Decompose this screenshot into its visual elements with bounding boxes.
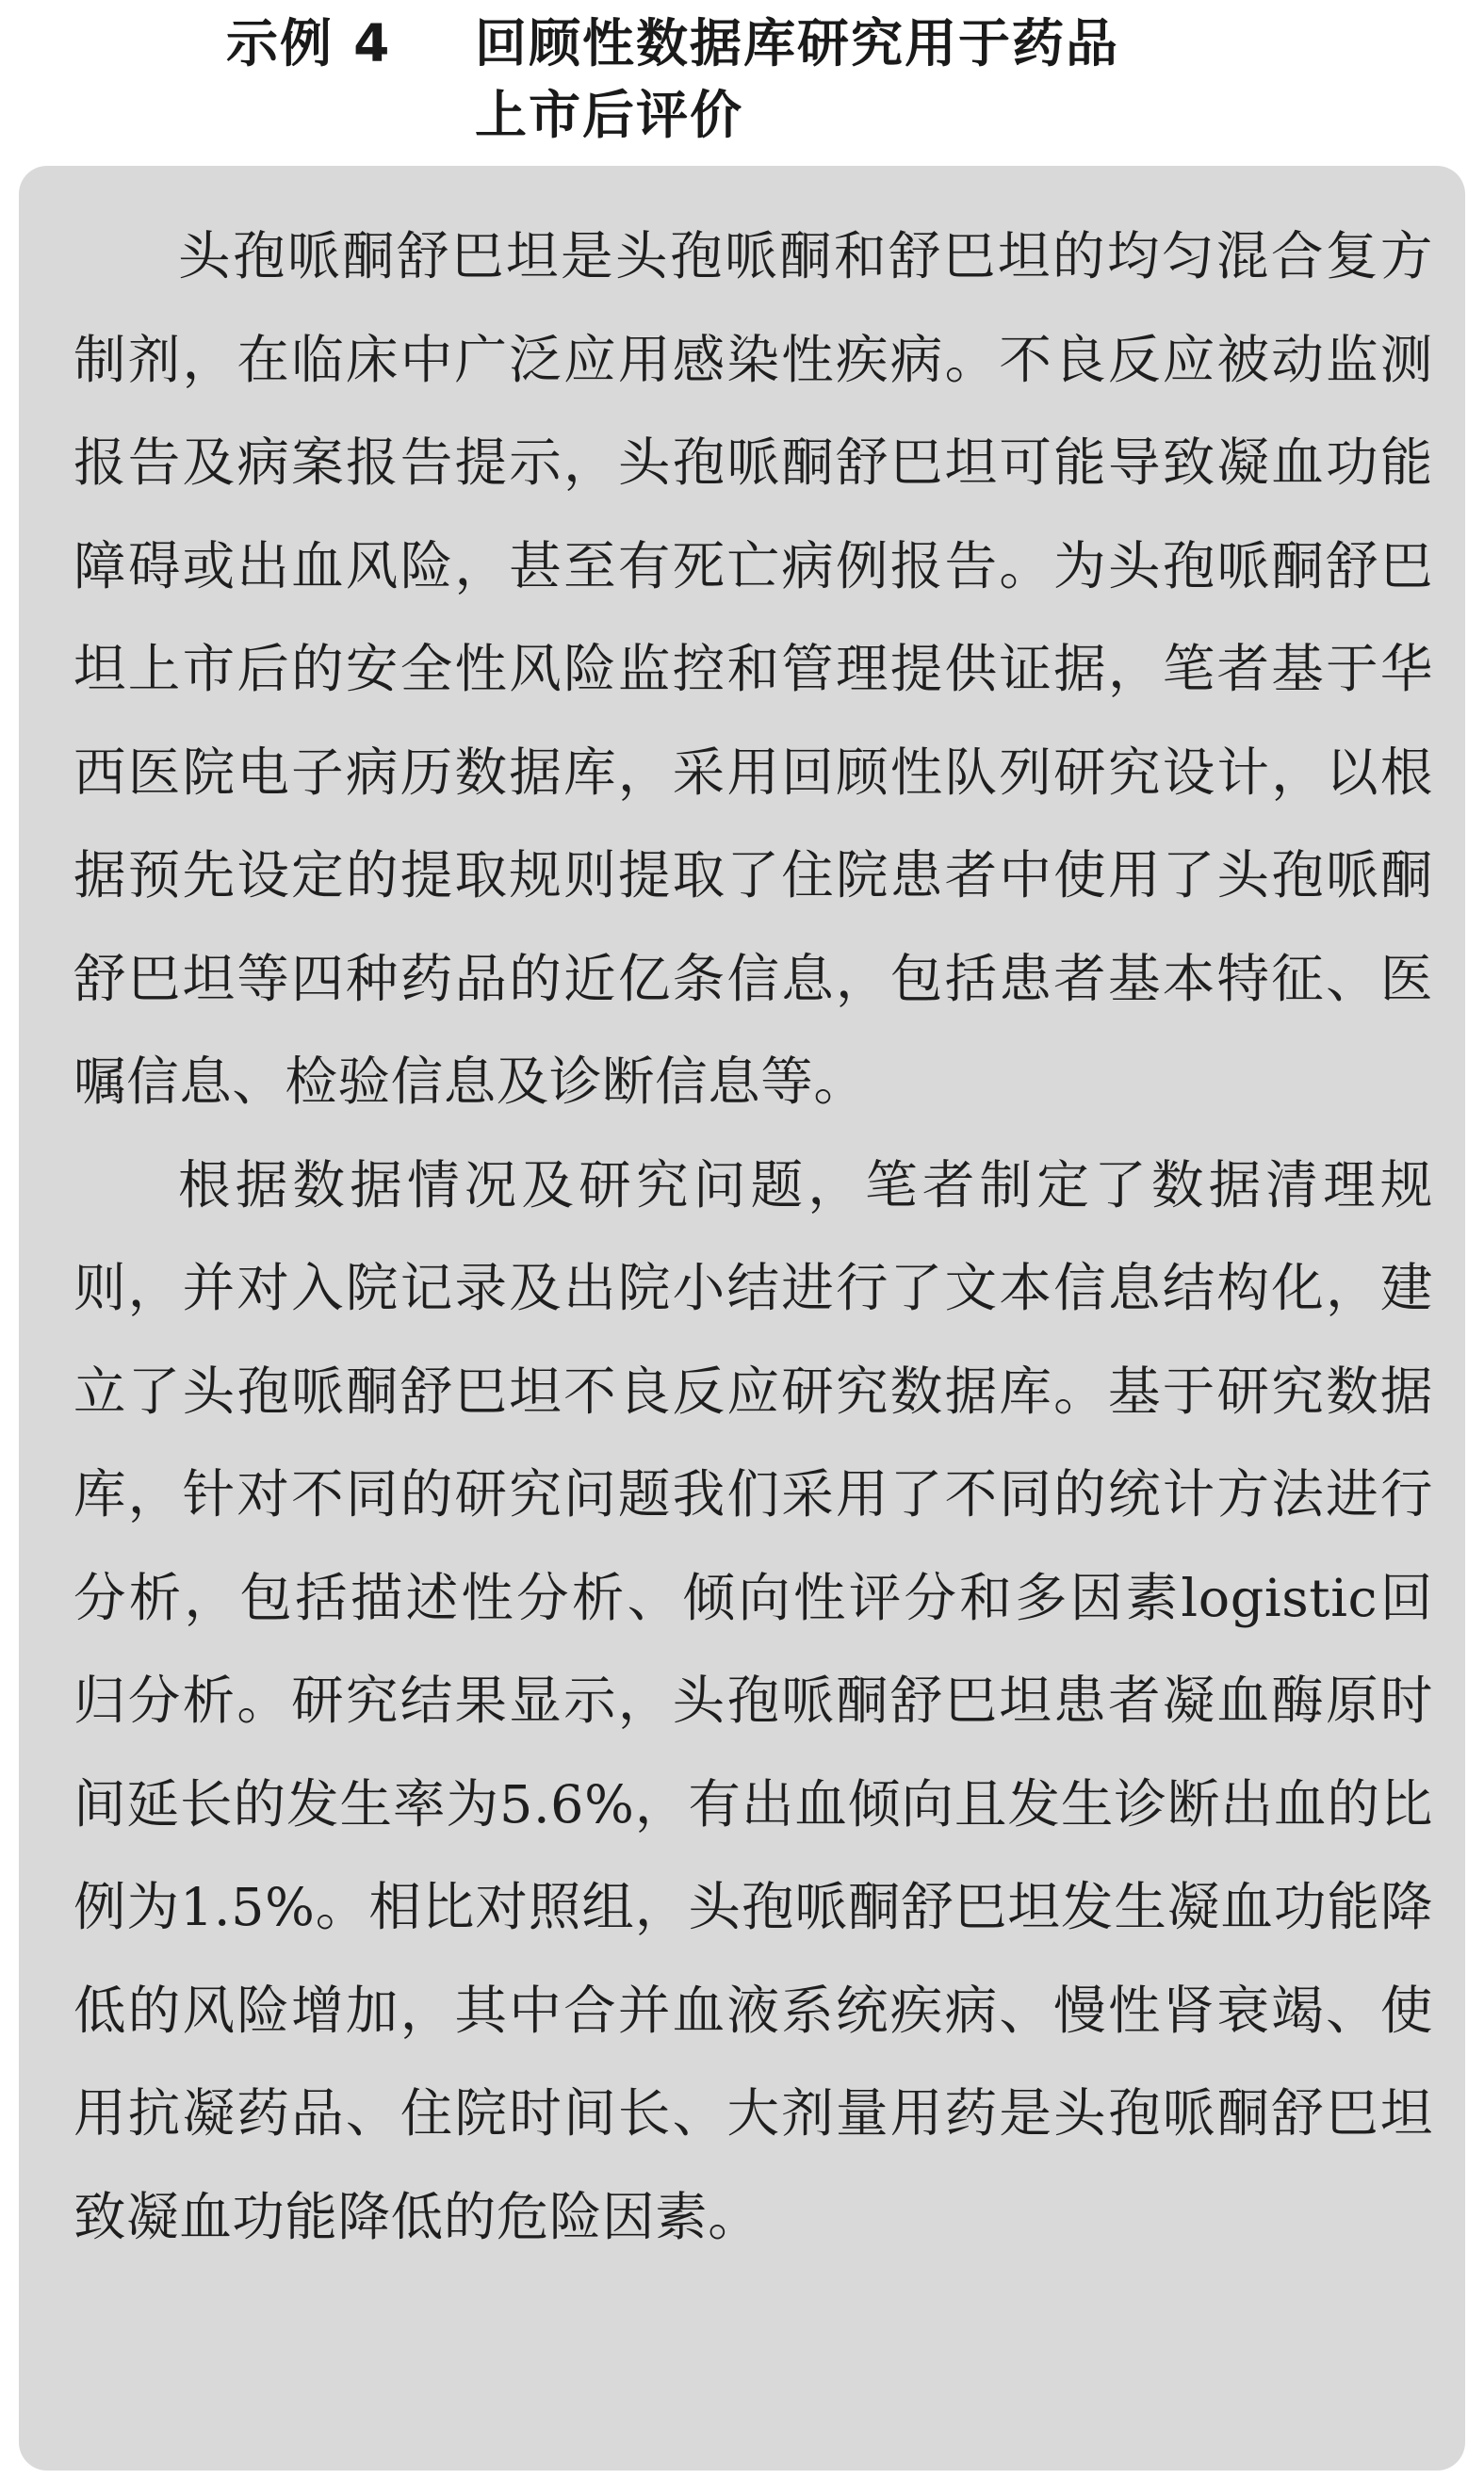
example-label: 示例 4 (226, 13, 392, 73)
paragraph-1: 头孢哌酮舒巴坦是头孢哌酮和舒巴坦的均匀混合复方制剂，在临床中广泛应用感染性疾病。不良反应被动监测报告及病案报告提示，头孢哌酮舒巴坦可能导致凝血功能障碍或出血风险，甚至有死亡病例报告。为头孢哌酮舒巴坦上市后的安全性风险监控和管理提供证据，笔者基于华西医院电子病历数据库，采用回顾性队列研究设计，以根据预先设定的提取规则提取了住院患者中使用了头孢哌酮舒巴坦等四种药品的近亿条信息，包括患者基本特征、医嘱信息、检验信息及诊断信息等。 (73, 226, 1433, 1113)
title-line-2: 上市后评价 (475, 85, 744, 145)
paragraph-2: 根据数据情况及研究问题，笔者制定了数据清理规则，并对入院记录及出院小结进行了文本信息结构化，建立了头孢哌酮舒巴坦不良反应研究数据库。基于研究数据库，针对不同的研究问题我们采用了不同的统计方法进行分析，包括描述性分析、倾向性评分和多因素logistic回归分析。研究结果显示，头孢哌酮舒巴坦患者凝血酶原时间延长的发生率为5.6%，有出血倾向且发生诊断出血的比例为1.5%。相比对照组，头孢哌酮舒巴坦发生凝血功能降低的风险增加，其中合并血液系统疾病、慢性肾衰竭、使用抗凝药品、住院时间长、大剂量用药是头孢哌酮舒巴坦致凝血功能降低的危险因素。 (73, 1154, 1433, 2248)
example-title (226, 8, 1300, 151)
title-text-1: 回顾性数据库研究用于药品 (475, 13, 1120, 73)
title-line-1 (226, 8, 1300, 79)
content-panel (19, 166, 1465, 2471)
